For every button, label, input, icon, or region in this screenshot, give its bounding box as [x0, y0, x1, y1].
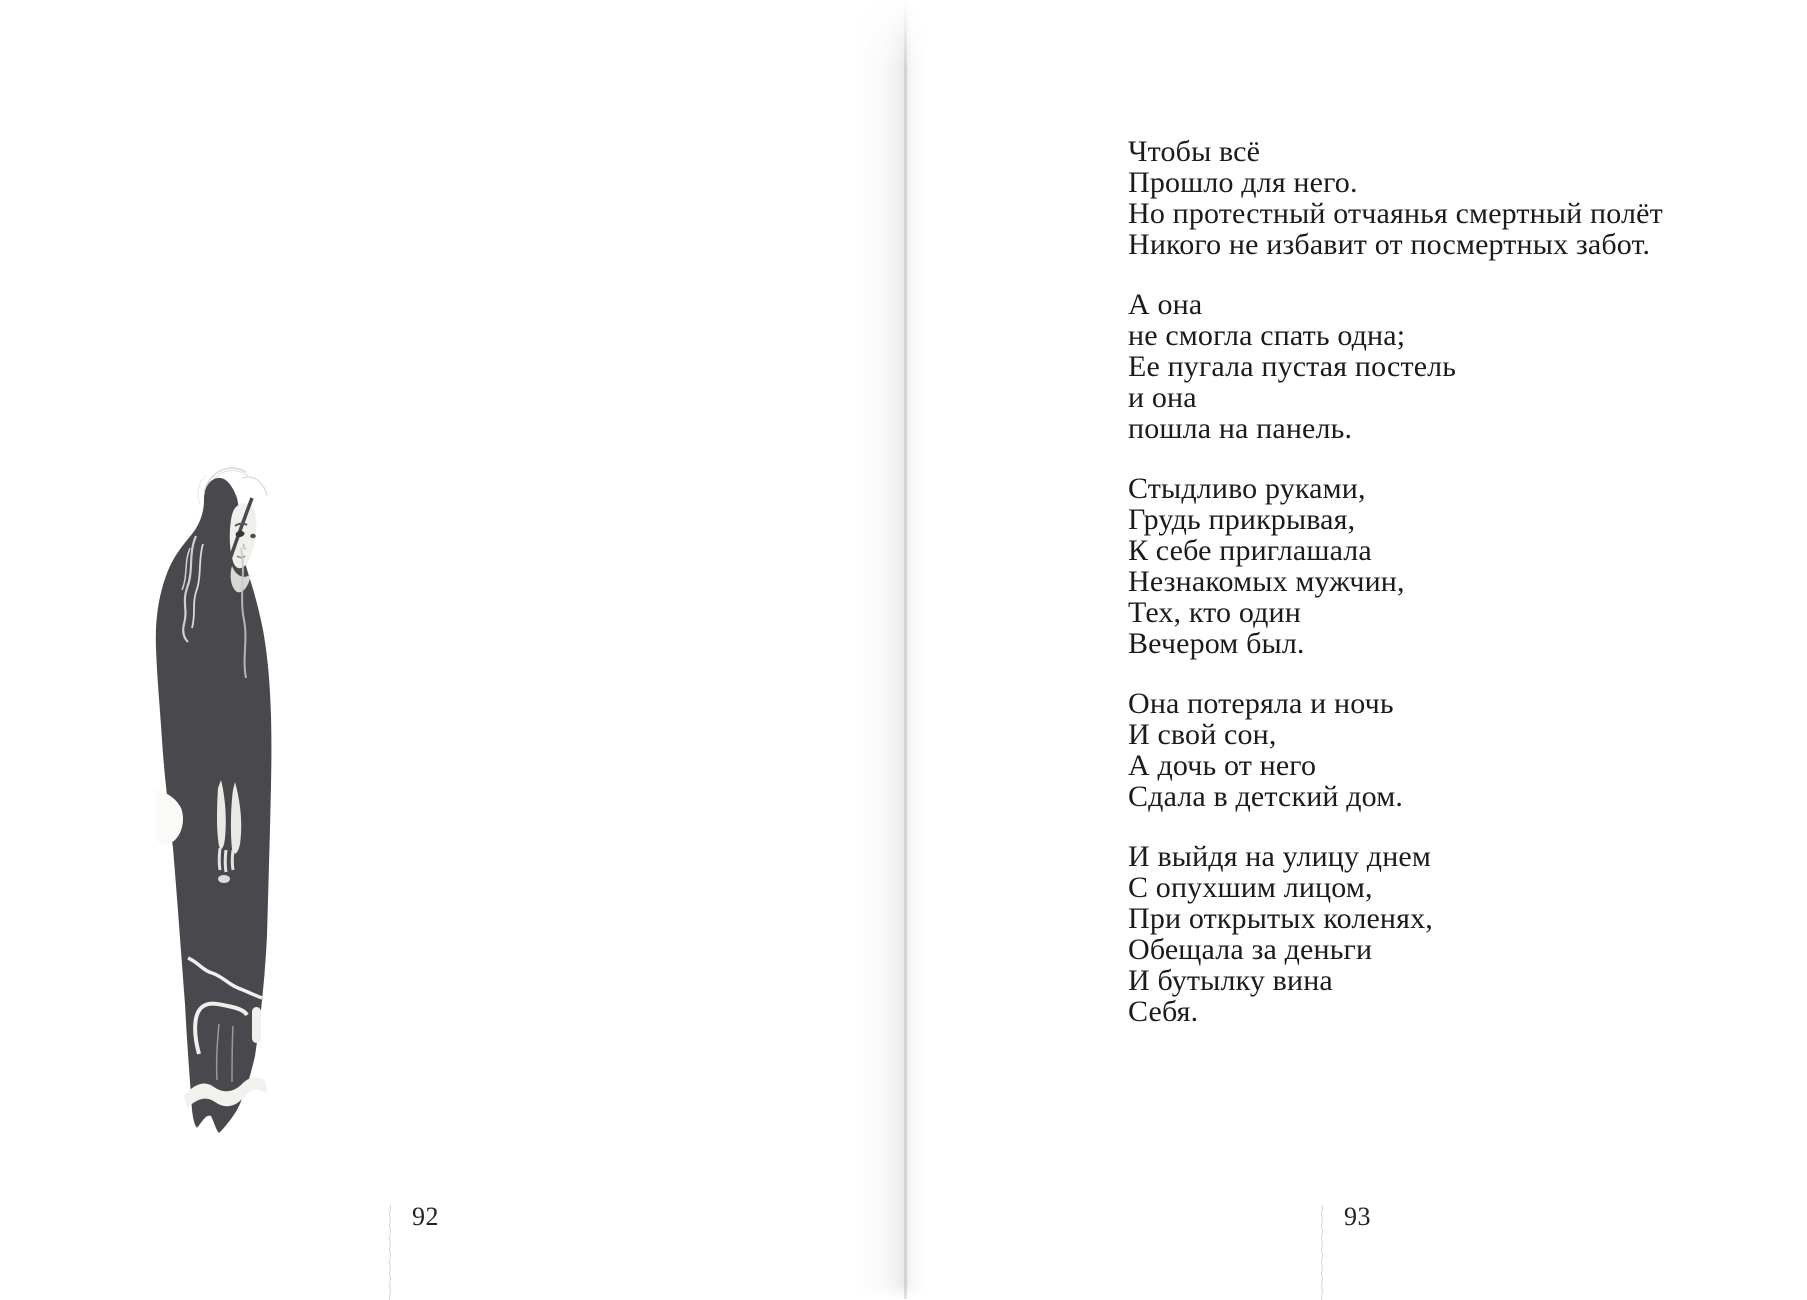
poem-line: Тех, кто один [1128, 596, 1301, 629]
poem-line: И выйдя на улицу днем [1128, 840, 1432, 873]
poem-line: Но протестный отчаянья смертный полёт [1128, 197, 1663, 230]
woman-ink-drawing-svg [140, 452, 290, 1142]
poem-line: А она [1128, 288, 1203, 321]
poem-line: А дочь от него [1128, 749, 1317, 782]
woman-illustration [140, 452, 290, 1142]
poem-line: Никого не избавит от посмертных забот. [1128, 228, 1651, 261]
poem-line: С опухшим лицом, [1128, 871, 1373, 904]
poem-line: Сдала в детский дом. [1128, 780, 1404, 813]
stanza [1128, 688, 1663, 812]
poem-line: И бутылку вина [1128, 964, 1333, 997]
stanza [1128, 473, 1663, 659]
left-page [0, 0, 903, 1299]
page-number-left: 92 [412, 1202, 439, 1231]
poem-line: Себя. [1128, 995, 1199, 1028]
stanza [1128, 136, 1663, 260]
poem-line: и она [1128, 381, 1197, 414]
poem-line: Грудь прикрывая, [1128, 503, 1356, 536]
poem-line: Чтобы всё [1128, 135, 1261, 168]
stanza [1128, 841, 1663, 1027]
page-number-right: 93 [1344, 1202, 1371, 1231]
poem-line: Стыдливо руками, [1128, 472, 1366, 505]
page-edge-mark-left [387, 1205, 393, 1300]
poem-line: не смогла спать одна; [1128, 319, 1406, 352]
poem-line: Она потеряла и ночь [1128, 687, 1394, 720]
poem-line: Обещала за деньги [1128, 933, 1373, 966]
right-page [904, 0, 1807, 1299]
poem-line: пошла на панель. [1128, 412, 1353, 445]
page-edge-mark-right [1319, 1205, 1325, 1300]
poem-line: Незнакомых мужчин, [1128, 565, 1405, 598]
poem-line: Вечером был. [1128, 627, 1305, 660]
poem-line: Ее пугала пустая постель [1128, 350, 1457, 383]
poem-text [1128, 136, 1663, 1056]
poem-line: К себе приглашала [1128, 534, 1372, 567]
poem-line: При открытых коленях, [1128, 902, 1433, 935]
stanza [1128, 289, 1663, 444]
poem-line: И свой сон, [1128, 718, 1277, 751]
poem-line: Прошло для него. [1128, 166, 1358, 199]
